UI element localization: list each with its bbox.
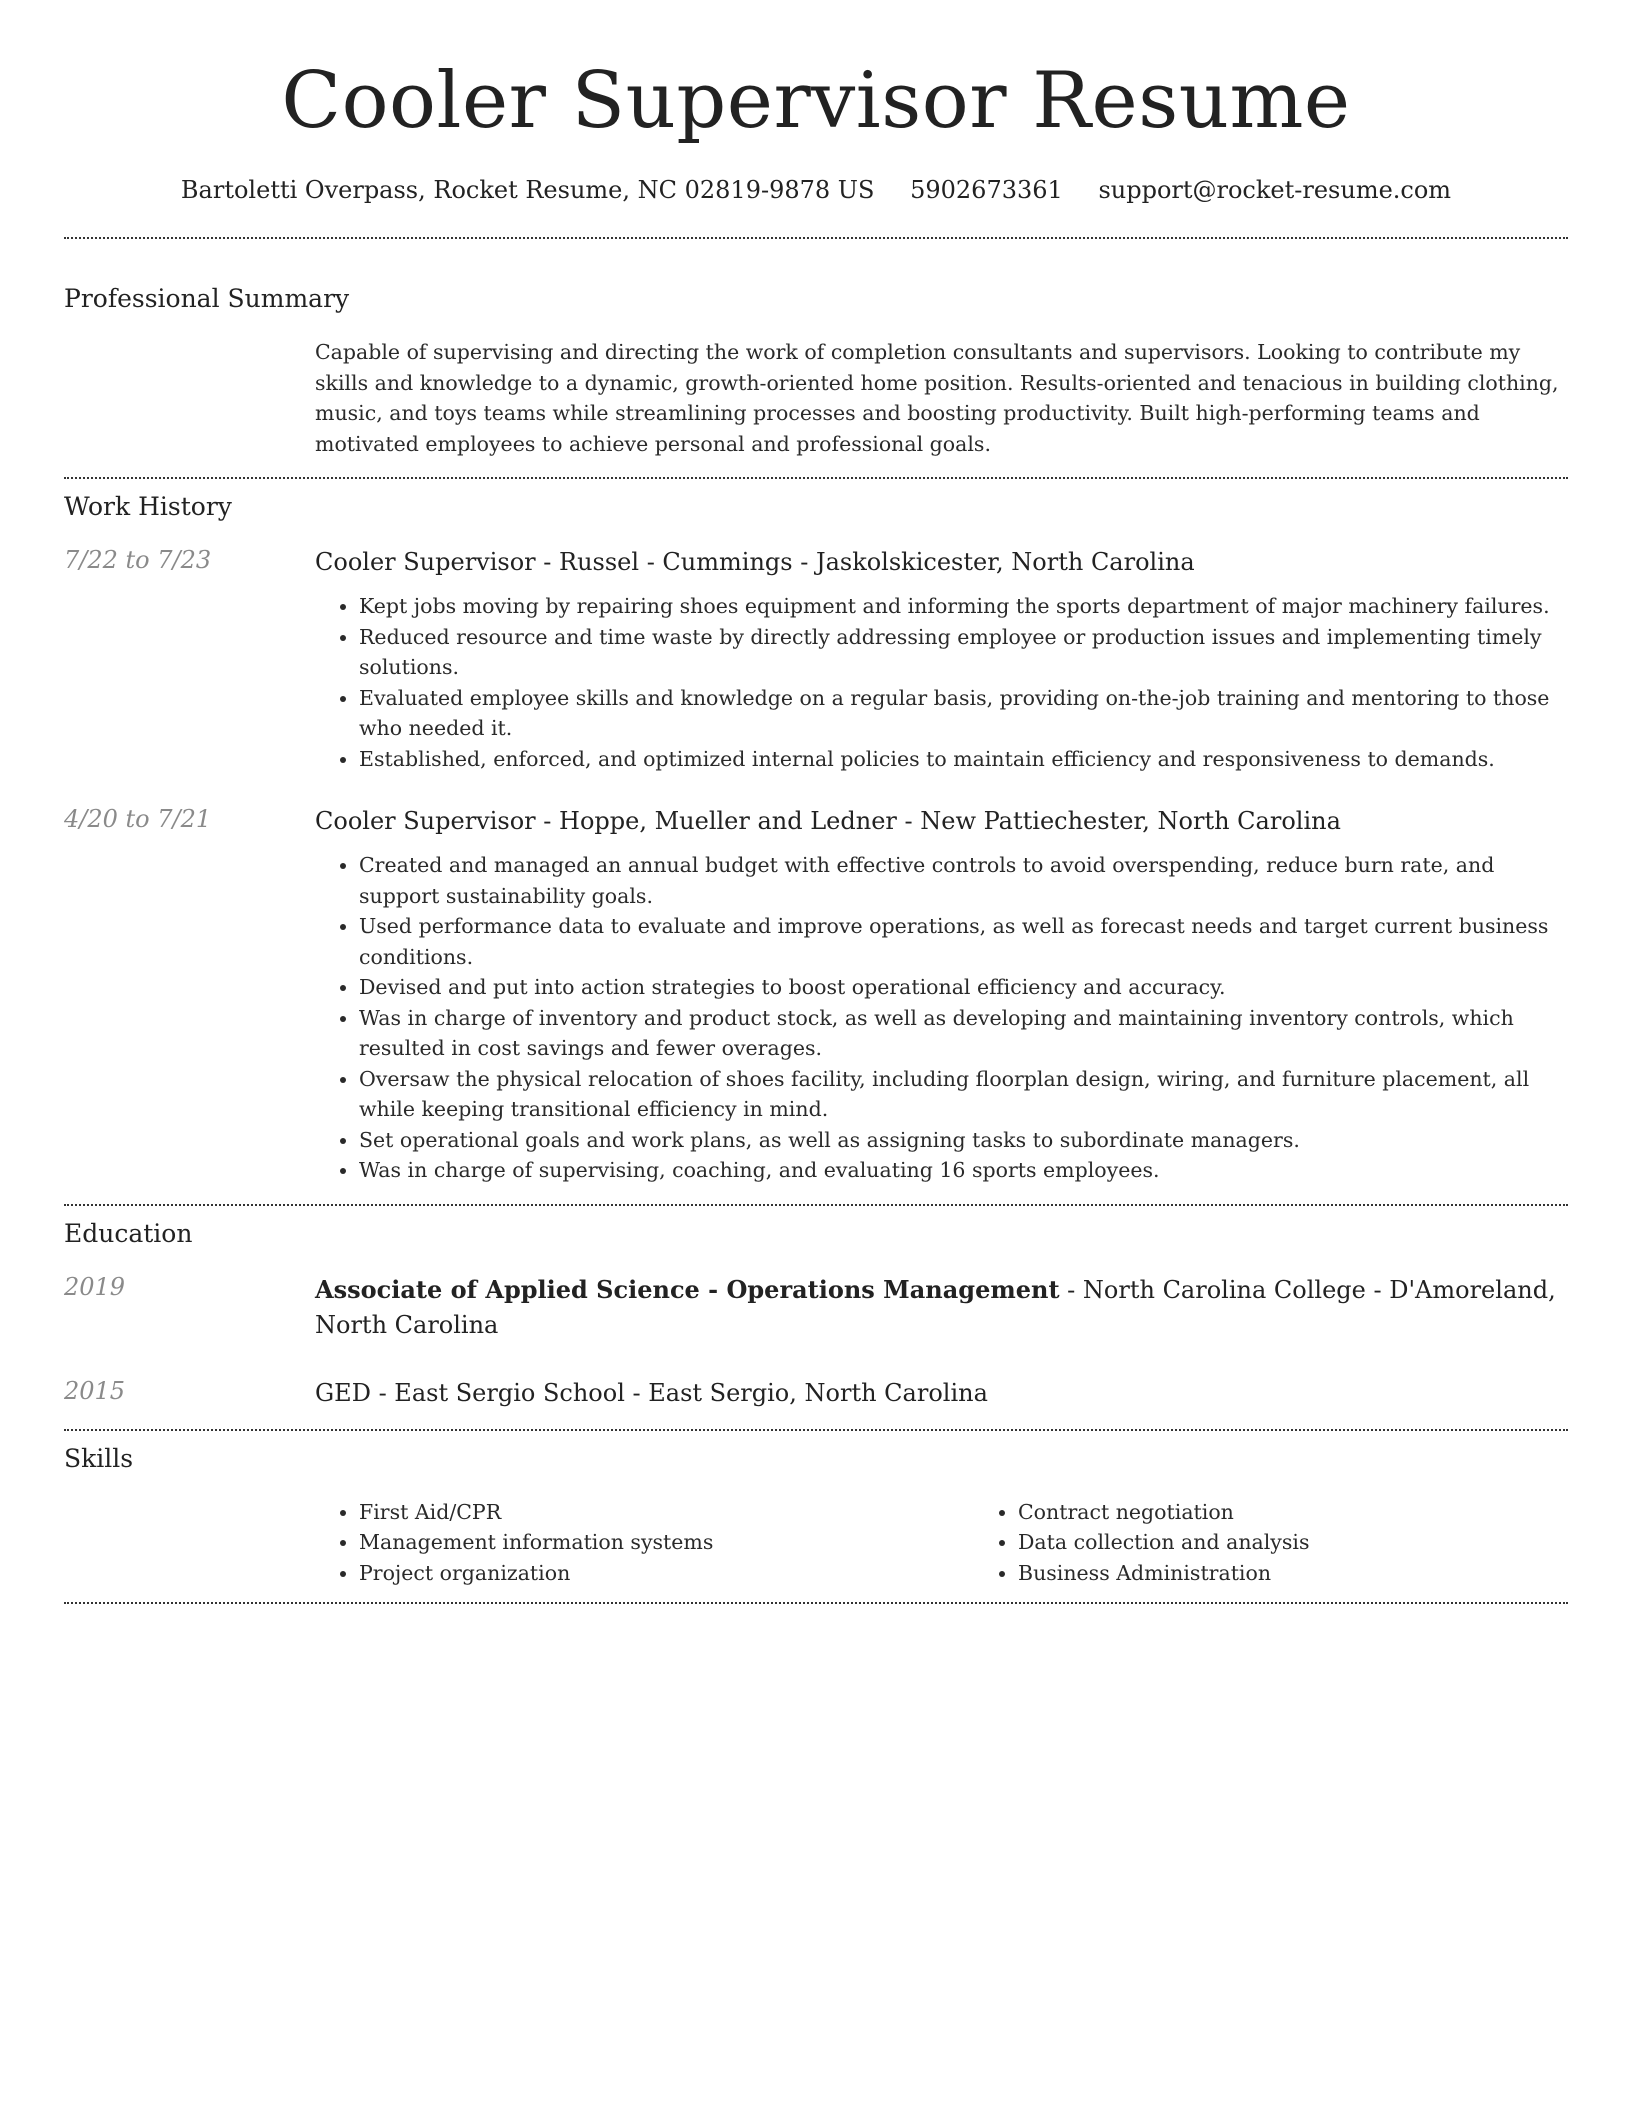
contact-address: Bartoletti Overpass, Rocket Resume, NC 02819-9878 US: [180, 176, 875, 204]
list-item: • Devised and put into action strategies to boost operational efficiency and accuracy.: [359, 972, 1568, 1003]
contact-line: [64, 175, 1568, 205]
section-divider: [64, 1204, 1568, 1206]
contact-email: support@rocket-resume.com: [1098, 176, 1452, 204]
list-item: • Evaluated employee skills and knowledge on a regular basis, providing on-the-job training and mentoring to those who needed it.: [359, 683, 1568, 744]
education-details: - North Carolina College - D'Amoreland, North Carolina: [315, 1275, 1556, 1339]
list-item: • Kept jobs moving by repairing shoes equipment and informing the sports department of major machinery failures.: [359, 591, 1568, 622]
contact-phone: 5902673361: [910, 176, 1063, 204]
education-title: [315, 1376, 1568, 1411]
list-item: • Contract negotiation: [1018, 1497, 1632, 1528]
section-heading-skills: Skills: [64, 1443, 134, 1473]
job-entry: [64, 804, 1568, 1186]
education-section: [64, 1218, 1568, 1411]
education-entry: [64, 1376, 1568, 1411]
list-item: • Project organization: [359, 1558, 974, 1589]
resume-page: [64, 0, 1568, 1604]
job-dates: 7/22 to 7/23: [64, 546, 212, 574]
professional-summary-section: [64, 283, 1568, 459]
job-title: Cooler Supervisor - Russel - Cummings - Jaskolskicester, North Carolina: [315, 548, 1195, 576]
summary-text: Capable of supervising and directing the work of completion consultants and supervisors. Looking to contribute my skills and knowledge to a dynamic, growth-oriented home position. Results-oriented and tenacious in building clothing, music, and toys teams while streamlining processes and boosting productivity. Built high-performing teams and motivated employees to achieve personal and professional goals.: [315, 340, 1559, 456]
list-item: • Established, enforced, and optimized internal policies to maintain efficiency and responsiveness to demands.: [359, 744, 1568, 775]
list-item: • Oversaw the physical relocation of shoes facility, including floorplan design, wiring, and furniture placement, all while keeping transitional efficiency in mind.: [359, 1064, 1568, 1125]
education-degree: Associate of Applied Science - Operations Management: [315, 1274, 1060, 1304]
section-divider: [64, 1429, 1568, 1431]
list-item: • Business Administration: [1018, 1558, 1632, 1589]
education-year: 2019: [64, 1272, 126, 1301]
section-divider: [64, 237, 1568, 239]
job-entry: [64, 545, 1568, 774]
job-title: Cooler Supervisor - Hoppe, Mueller and Ledner - New Pattiechester, North Carolina: [315, 807, 1341, 835]
section-heading-summary: Professional Summary: [64, 284, 350, 313]
section-heading-work: Work History: [64, 492, 232, 521]
list-item: • First Aid/CPR: [359, 1497, 974, 1528]
list-item: • Was in charge of inventory and product stock, as well as developing and maintaining inventory controls, which resulted in cost savings and fewer overages.: [359, 1003, 1568, 1064]
job-bullets: [315, 591, 1568, 774]
skills-section: [64, 1443, 1568, 1589]
list-item: • Reduced resource and time waste by directly addressing employee or production issues and implementing timely solutions.: [359, 622, 1568, 683]
section-divider: [64, 477, 1568, 479]
section-heading-education: Education: [64, 1218, 193, 1248]
skills-list-left: [315, 1497, 974, 1589]
list-item: • Used performance data to evaluate and improve operations, as well as forecast needs and target current business conditions.: [359, 911, 1568, 972]
list-item: • Data collection and analysis: [1018, 1527, 1632, 1558]
section-divider: [64, 1602, 1568, 1604]
education-year: 2015: [64, 1376, 126, 1405]
job-bullets: [315, 850, 1568, 1186]
resume-title: Cooler Supervisor Resume: [281, 56, 1351, 146]
skills-list-right: [974, 1497, 1632, 1589]
education-title: [315, 1272, 1568, 1343]
education-entry: [64, 1272, 1568, 1343]
list-item: • Management information systems: [359, 1527, 974, 1558]
education-details: GED - East Sergio School - East Sergio, North Carolina: [315, 1378, 988, 1407]
work-history-section: [64, 491, 1568, 1186]
list-item: • Was in charge of supervising, coaching, and evaluating 16 sports employees.: [359, 1155, 1568, 1186]
skills-columns: [315, 1497, 1632, 1589]
list-item: • Created and managed an annual budget with effective controls to avoid overspending, reduce burn rate, and support sustainability goals.: [359, 850, 1568, 911]
list-item: • Set operational goals and work plans, as well as assigning tasks to subordinate managers.: [359, 1125, 1568, 1156]
job-dates: 4/20 to 7/21: [64, 805, 212, 833]
